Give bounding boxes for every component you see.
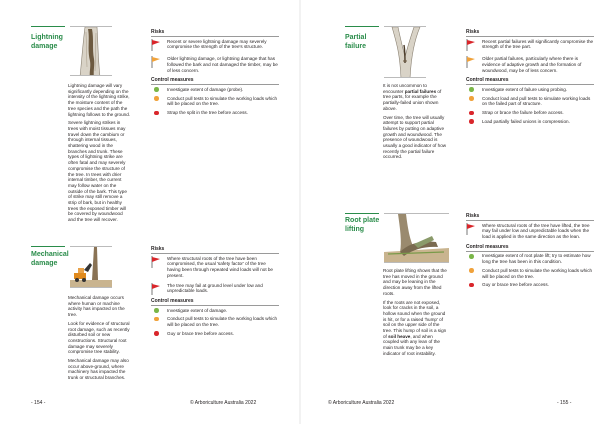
green-dot-icon bbox=[469, 254, 474, 259]
measure-text: Guy or brace tree before access. bbox=[482, 282, 549, 288]
red-dot-icon bbox=[469, 283, 474, 288]
heading-rule bbox=[31, 26, 65, 27]
partial-failure-description bbox=[383, 83, 447, 163]
description-paragraph: Lightning damage will vary significantly depending on the intensity of the lightning strike, the moisture content of the tree species and the path the lightning follows to the ground. bbox=[68, 83, 131, 117]
root-plate-description bbox=[383, 268, 447, 360]
divider bbox=[151, 253, 279, 254]
divider bbox=[151, 84, 279, 85]
risk-item bbox=[151, 56, 279, 73]
partial-failure-illustration bbox=[384, 26, 426, 78]
risk-text: Recent or severe lightning damage may severely compromise the strength of the tree's structure. bbox=[167, 38, 267, 50]
divider bbox=[151, 305, 279, 306]
red-dot-icon bbox=[154, 331, 159, 336]
measure-item bbox=[151, 110, 279, 116]
red-flag-icon bbox=[151, 39, 161, 51]
measure-text: Strap or brace the failure before access. bbox=[482, 110, 564, 115]
root-plate-risks-panel bbox=[466, 213, 594, 291]
text-run: of tree parts, for example the partially-failed union shown above. bbox=[383, 88, 442, 111]
mechanical-heading bbox=[31, 251, 67, 268]
red-dot-icon bbox=[469, 111, 474, 116]
root-plate-lifting-illustration bbox=[384, 213, 449, 263]
heading-line: Partial bbox=[345, 34, 367, 41]
red-flag-icon bbox=[466, 223, 476, 235]
divider bbox=[466, 84, 594, 85]
description-paragraph bbox=[383, 83, 447, 112]
copyright: © Arboriculture Australia 2022 bbox=[328, 400, 395, 406]
heading-line: Root plate bbox=[345, 217, 380, 224]
copyright: © Arboriculture Australia 2022 bbox=[190, 400, 257, 406]
red-flag-icon bbox=[151, 256, 161, 268]
measure-text: Strap the split in the tree before access. bbox=[167, 110, 248, 115]
description-paragraph: Root plate lifting shows that the tree has moved in the ground and may be leaning in the direction away from the lifted roots. bbox=[383, 268, 447, 296]
risk-text: Where structural roots of the tree have lifted, the tree may fail under low and unpredictable loads when the load is applied in the same direction as the lean. bbox=[482, 222, 590, 240]
divider bbox=[466, 36, 594, 37]
mechanical-risks-panel bbox=[151, 246, 279, 339]
measure-text: Conduct load and pull tests to simulate working loads on the failed part of structure. bbox=[482, 95, 591, 107]
description-paragraph: Mechanical damage occurs where human or machine activity has impacted on the tree. bbox=[68, 295, 125, 318]
control-measures-title: Control measures bbox=[466, 243, 509, 250]
risk-text: Older partial failures, particularly where there is evidence of adaptive growth and the formation of woundwood, may be of less concern. bbox=[482, 56, 582, 73]
divider bbox=[466, 251, 594, 252]
risk-item bbox=[466, 56, 594, 73]
measure-text: Guy or brace tree before access. bbox=[167, 330, 234, 336]
risk-text: Where structural roots of the tree have been compromised, the usual 'safety factor' of the tree having been through repeated wind loads will not be present. bbox=[167, 255, 273, 278]
measure-item bbox=[151, 87, 279, 93]
lightning-heading bbox=[31, 34, 65, 51]
bold-term: partial failures bbox=[404, 88, 437, 94]
measure-item bbox=[466, 96, 594, 107]
risk-item bbox=[466, 223, 594, 240]
risk-text: Recent partial failures will significantly compromise the strength of the tree part. bbox=[482, 38, 594, 50]
green-dot-icon bbox=[154, 87, 159, 92]
description-paragraph: Severe lightning strikes in trees with moist tissues may travel down the cambium or through internal tissues, shattering wood in the branches and trunk. These types of lightning strike are often fatal and may severely compromise the structure of the tree. In trees with drier internal timber, the current may follow water on the outside of the bark. This type of strike may still remove a strip of bark, but in healthy trees the exposed timber will be covered by woundwood and the tree will recover. bbox=[68, 120, 127, 223]
risk-item bbox=[151, 283, 279, 294]
risks-title: Risks bbox=[151, 246, 165, 252]
measure-item bbox=[466, 253, 594, 264]
text-run: , and when coupled with any lean of the main trunk may be a key indicator of root instability. bbox=[383, 333, 440, 356]
control-measures-title: Control measures bbox=[466, 77, 509, 84]
measure-text: Conduct pull tests to simulate the working loads which will be placed on the tree. bbox=[482, 267, 593, 279]
divider bbox=[151, 36, 279, 37]
heading-line: Mechanical bbox=[31, 251, 69, 258]
measure-item bbox=[151, 308, 279, 314]
measure-text: Load partially failed unions in compression. bbox=[482, 118, 570, 124]
description-paragraph: Look for evidence of structural root damage, such as recently disturbed soil or new constructions. Structural root damage may severely compromise tree stability. bbox=[68, 320, 130, 355]
orange-flag-icon bbox=[151, 56, 161, 68]
measure-text: Investigate extent of damage. bbox=[167, 307, 228, 313]
measure-item bbox=[151, 316, 279, 327]
root-plate-heading bbox=[345, 217, 381, 234]
measure-item bbox=[151, 331, 279, 337]
measure-text: Investigate extent of damage (probe). bbox=[167, 86, 244, 92]
risks-title: Risks bbox=[466, 29, 480, 35]
description-paragraph: Over time, the tree will usually attempt to support partial failures by putting on adaptive growth and woundwood. The presence of woundwood is usually a good indicator of how recently the partial failure occurred. bbox=[383, 114, 447, 160]
measure-item bbox=[466, 119, 594, 125]
control-measures-title: Control measures bbox=[151, 77, 194, 84]
orange-dot-icon bbox=[469, 268, 474, 273]
lightning-risks-panel bbox=[151, 29, 279, 119]
risk-item bbox=[466, 39, 594, 50]
orange-dot-icon bbox=[154, 317, 159, 322]
lightning-description bbox=[68, 83, 131, 226]
mechanical-description bbox=[68, 295, 131, 384]
red-dot-icon bbox=[154, 111, 159, 116]
red-flag-icon bbox=[151, 283, 161, 295]
divider bbox=[466, 220, 594, 221]
measure-item bbox=[466, 268, 594, 279]
heading-line: Lightning bbox=[31, 34, 63, 41]
bold-term: soil heave bbox=[388, 333, 411, 339]
heading-line: damage bbox=[31, 42, 58, 50]
risks-title: Risks bbox=[466, 213, 480, 219]
heading-line: failure bbox=[345, 42, 367, 50]
measure-item bbox=[466, 110, 594, 116]
orange-dot-icon bbox=[154, 96, 159, 101]
orange-dot-icon bbox=[469, 96, 474, 101]
heading-line: damage bbox=[31, 259, 58, 267]
green-dot-icon bbox=[154, 308, 159, 313]
risks-title: Risks bbox=[151, 29, 165, 35]
heading-line: lifting bbox=[345, 225, 365, 233]
measure-text: Investigate extent of failure using probing. bbox=[482, 86, 568, 92]
measure-text: Investigate extent of root plate lift; try to estimate how long the tree has been in this condition. bbox=[482, 253, 591, 265]
measure-text: Conduct pull tests to simulate the working loads which will be placed on the tree. bbox=[167, 316, 278, 327]
red-dot-icon bbox=[469, 119, 474, 124]
measure-item bbox=[151, 96, 279, 107]
control-measures-title: Control measures bbox=[151, 297, 194, 304]
heading-rule bbox=[31, 246, 65, 247]
heading-rule bbox=[345, 26, 379, 27]
description-paragraph: Mechanical damage may also occur above-ground, where machinery has impacted the trunk or structural branches. bbox=[68, 358, 129, 381]
partial-failure-risks-panel bbox=[466, 29, 594, 127]
text-run: It is not uncommon to encounter bbox=[383, 83, 427, 94]
text-run: If the roots are not exposed, look for cracks in the soil, a hollow sound when the ground is hit, or for a raised 'hump' of soil on the upper side of the tree. This hump of soil is a sign of bbox=[383, 299, 447, 339]
risk-text: The tree may fail at ground level under low and unpredictable loads. bbox=[167, 282, 263, 294]
lightning-damage-illustration bbox=[70, 26, 112, 76]
risk-text: Older lightning damage, or lightning damage that has followed the bark and not damaged the timber, may be of less concern. bbox=[167, 56, 278, 73]
risk-item bbox=[151, 39, 279, 50]
risk-item bbox=[151, 256, 279, 279]
partial-failure-heading bbox=[345, 34, 381, 51]
page-number: - 154 - bbox=[31, 400, 46, 406]
orange-flag-icon bbox=[466, 56, 476, 68]
red-flag-icon bbox=[466, 39, 476, 51]
measure-item bbox=[466, 282, 594, 288]
green-dot-icon bbox=[469, 87, 474, 92]
description-paragraph bbox=[383, 300, 447, 357]
page-number: - 155 - bbox=[557, 400, 572, 406]
measure-item bbox=[466, 87, 594, 93]
measure-text: Conduct pull tests to simulate the working loads which will be placed on the tree. bbox=[167, 95, 278, 107]
page-gutter bbox=[299, 0, 301, 424]
mechanical-damage-illustration bbox=[70, 246, 112, 288]
heading-rule bbox=[345, 213, 379, 214]
